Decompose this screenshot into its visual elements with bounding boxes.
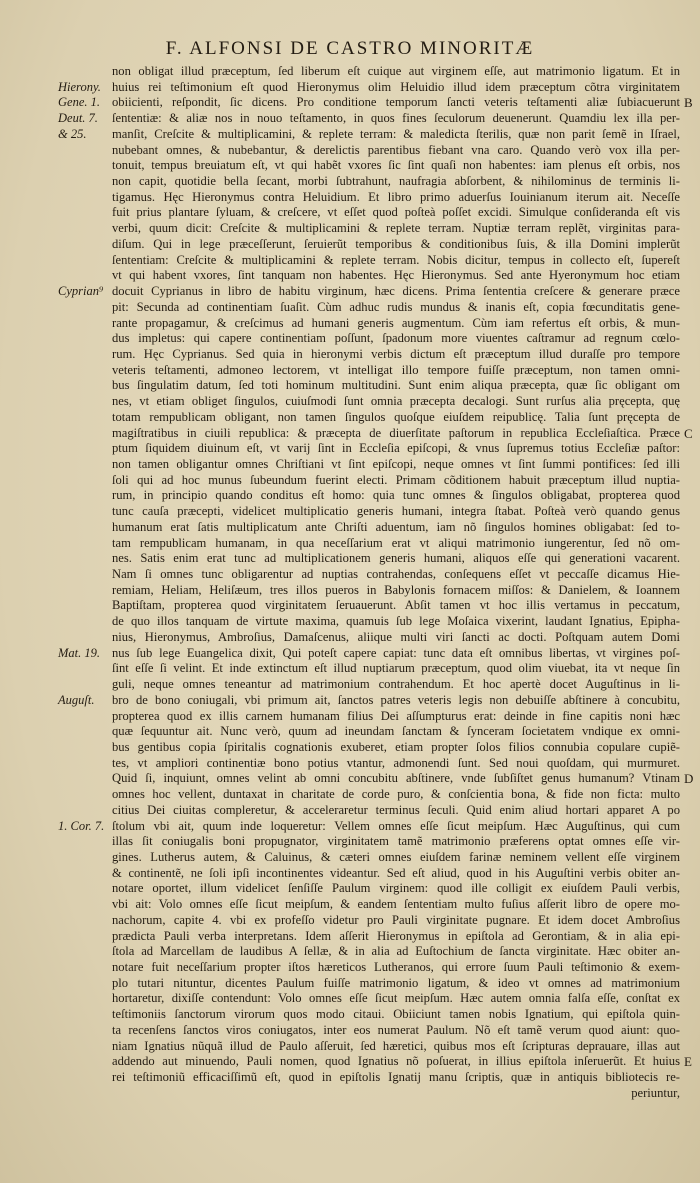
text-line: Baptiſtam, propterea quod virginitatem ſeruauerunt. Abſit tamen vt hoc illis vertamus in peccatum, xyxy=(112,598,680,613)
text-line: tonuit, tempus breuiatum eſt, vt qui habẽt vxores ſic ſint quaſi non habentes: iam plenus eſt orbis, nos xyxy=(112,158,680,173)
margin-note: Auguſt. xyxy=(58,692,95,707)
text-line: vbi ait: Volo omnes eſſe ſicut meipſum, & eandem ſententiam multo fuſius aſſerit libro de opere mo- xyxy=(112,897,680,912)
text-line: guli, neque omnes teneantur ad matrimonium contrahendum. Et hoc apertè docet Auguſtinus in li- xyxy=(112,677,680,692)
text-line: obiicienti, reſpondit, ſic dicens. Pro conditione temporum ſancti veteris teſtamenti aliæ ſubiacuerunt xyxy=(112,95,680,110)
text-line: fuit prius plantare ſyluam, & creſcere, vt eſſet quod poſteà poſſet excidi. Simulque conſideranda eſt vis xyxy=(112,205,680,220)
section-letter: C xyxy=(684,425,693,441)
margin-note: Gene. 1. xyxy=(58,95,100,110)
text-line: manſit, Creſcite & multiplicamini, & replete terram: & maledicta ſterilis, quæ non parit ſemẽ in Iſrael, xyxy=(112,126,680,141)
text-line: diſum. Qui in lege præceſſerunt, ſeruierũt temporibus & conditionibus ſuis, & illa Domini implerũt xyxy=(112,236,680,251)
text-line: ſententiæ: & aliæ nos in nouo teſtamento, in quos fines ſeculorum deuenerunt. Quamdiu lex illa per- xyxy=(112,111,680,126)
text-line: nius, Hieronymus, Ambroſius, Damaſcenus, aliique multi viri ſancti ac docti. Poſtquam autem Domi xyxy=(112,629,680,644)
text-line: tam rempublicam humanam, in qua neceſſarium erat vt aliqui matrimonio iungerentur, ſed nõ om- xyxy=(112,535,680,550)
text-line: veteris teſtamenti, admoneo lectorem, vt intelligat illo tempore fuiſſe præceptum, non tamen omni- xyxy=(112,362,680,377)
section-letter: D xyxy=(684,771,694,787)
text-line: illas ſit coniugalis boni propugnator, virginitatem tamẽ matrimonio præferens optat omnes eſſe vir- xyxy=(112,834,680,849)
text-line: nubebant omnes, & nubebantur, & derelictis parentibus fiebant vna caro. Quando verò vox illa per- xyxy=(112,142,680,157)
text-line: dus impletus: qui capere continentiam poſſunt, ſpadonum more viuentes caſtramur ad regnum cœlo- xyxy=(112,331,680,346)
text-line: pit: Secunda ad continentiam ſuaſit. Cùm adhuc rudis mundus & inanis eſt, copia fœcunditatis gene- xyxy=(112,299,680,314)
margin-note: Mat. 19. xyxy=(58,645,101,660)
text-line: prædicta Pauli verba interpretans. Idem aſſerit Hieronymus in epiſtola ad Gerontiam, & in alia epi- xyxy=(112,928,680,943)
section-letter: E xyxy=(684,1054,692,1070)
text-line: teſtimoniis ſanctorum virorum quos modo citaui. Obiiciunt tamen nobis Ignatium, qui epiſtola quin- xyxy=(112,1007,680,1022)
text-line: ta recenſens ſanctos viros coniugatos, inter eos numerat Paulum. Nõ eſt tamẽ verum quod aiunt: quo- xyxy=(112,1022,680,1037)
text-line: de quo illos tanquam de virtute maxima, quamuis ſub lege Moſaica vixerint, laudant Ignatius, Epipha- xyxy=(112,614,680,629)
text-line: Quid ſi, inquiunt, omnes velint ab omni concubitu abſtinere, vnde ſubſiſtet genus humanum? Vtinam xyxy=(112,771,680,786)
margin-note: Hierony. xyxy=(58,79,101,94)
text-line: propterea quod ex illis carnem humanam filius Dei aſſumpturus erat: deinde in fine capitis noni hæc xyxy=(112,708,680,723)
text-line: ſint eſſe ſi velint. Et inde extinctum eſt illud nuptiarum præceptum, quod olim viuebat, ita vt neque ſin xyxy=(112,661,680,676)
text-line: ſententiam: Creſcite & multiplicamini & replete terram. Nobis dicitur, tempus in collecto eſt, ſupereſt xyxy=(112,252,680,267)
text-line: tes, vt ampliori continentiæ bono potius vtantur, admonendi ſunt. Sed noui quoſdam, qui murmuret. xyxy=(112,755,680,770)
text-line: bus gentibus copia ſpiritalis cognationis exuberet, etiam propter ſolos filios connubia copulare cupiẽ- xyxy=(112,739,680,754)
text-line: rei teſtimoniũ efficaciſſimũ eſt, quod in epiſtolis Ignatij manu ſcriptis, quæ in antiquis bibliotecis re- xyxy=(112,1070,680,1085)
margin-note: Deut. 7. xyxy=(58,111,98,126)
text-line: ptum ſiquidem diuinum eſt, vt varij ſint in Eccleſia epiſcopi, & vnus ſupremus totius Eccleſiæ paſtor: xyxy=(112,441,680,456)
text-line: huius rei teſtimonium eſt quod Hieronymus olim Heluidio illud idem præceptum cõtra virginitatem xyxy=(112,79,680,94)
text-line: & continentẽ, ne ſoli ipſi incontinentes videantur. Sed eſt aliud, quod in his Auguſtini verbis obiter an- xyxy=(112,865,680,880)
text-line: notare fuit neceſſarium propter iſtos hæreticos Lutheranos, qui errore ſuum Pauli teſtimonio & exem- xyxy=(112,960,680,975)
text-line: tunc cauſa præcepti, videlicet multiplicatio generis humani, integra ſtabat. Poſteà verò quando genus xyxy=(112,504,680,519)
running-header: F. ALFONSI DE CASTRO MINORITÆ xyxy=(165,38,535,59)
text-line: non capit, quotidie bella ſecant, morbi ſubtrahunt, naufragia abſorbent, & nihilominus de terminis li- xyxy=(112,174,680,189)
text-line: totam rempublicam obligant, non tamen ſingulos quoſque eiuſdem reipublicę. Talia ſunt pręcepta de xyxy=(112,409,680,424)
text-line: rante propagamur, & creſcimus ad humani generis augmentum. Cùm iam refertus eſt orbis, & mun- xyxy=(112,315,680,330)
text-line: citius Dei ciuitas compleretur, & acceleraretur terminus ſeculi. Quid enim aliud hortari apparet A po xyxy=(112,802,680,817)
text-line: ſoli qui ad hoc munus ſubeundum fuerint electi. Primam cõditionem habuit præceptum illud nuptia- xyxy=(112,472,680,487)
text-line: non obligat illud præceptum, ſed liberum eſt cuique aut virginem eſſe, aut matrimonio ligatum. Et in xyxy=(112,64,680,78)
text-line: tigamus. Hęc Hieronymus contra Heluidium. Et libro primo aduerſus Iouinianum iterum ait. Neceſſe xyxy=(112,189,680,204)
margin-note: & 25. xyxy=(58,126,87,141)
text-line: rum, in principio quando conditus eſt homo: quia tunc omnes & ſingulos obligabat, propterea quod xyxy=(112,488,680,503)
text-line: nachorum, capite 4. vbi ex profeſſo videtur pro Pauli virginitate pugnare. Et idem docet Ambroſius xyxy=(112,912,680,927)
margin-note: Cyprian⁹ xyxy=(58,284,104,299)
text-line: vt qui habent vxores, ſint tanquam non habentes. Hęc Hieronymus. Sed ante Hyeronymum hoc etiam xyxy=(112,268,680,283)
text-line: bro de bono coniugali, vbi primum ait, ſanctos patres veteris legis non debuiſſe abſtinere à concubitu, xyxy=(112,692,680,707)
text-line: addendo aut minuendo, Pauli nomen, quod Ignatius nõ poſuerat, in illius epiſtola inſeruerũt. Et huius xyxy=(112,1054,680,1069)
text-line: docuit Cyprianus in libro de habitu virginum, hæc dicens. Prima ſententia creſcere & generare præce xyxy=(112,284,680,299)
text-line: remiam, Heliam, Heliſæum, tres illos pueros in Babylonis fornacem miſſos: & Danielem, & Ioannem xyxy=(112,582,680,597)
text-line: bus ſingulatim datum, ſed toti hominum multitudini. Sunt enim aliqua præcepta, quæ ſic obligant om xyxy=(112,378,680,393)
text-line: rum. Hęc Cyprianus. Sed quia in hieronymi verbis dictum eſt præceptum illud duraſſe pro tempore xyxy=(112,346,680,361)
text-line: niam Ignatius nũquã illud de Paulo aſſeruit, ſed hæretici, quibus mos eſt ſcripturas deprauare, illas aut xyxy=(112,1038,680,1053)
text-line: non tamen obligantur omnes Chriſtiani vt ſint epiſcopi, neque omnes vt ſint ſummi pontifices: ſed illi xyxy=(112,457,680,471)
text-line: nes. Satis enim erat tunc ad multiplicationem generis humani, aliquos eſſe qui generationi vacarent. xyxy=(112,551,680,566)
catchword: periuntur, xyxy=(631,1085,680,1100)
text-line: ſtola ad Marcellam de laudibus A ſellæ, & in alia ad Euſtochium de ſancta virginitate. Hæc obiter an- xyxy=(112,944,680,959)
text-line: nes, vt etiam obliget ſingulos, cuiuſmodi ſunt omnia præcepta decalogi. Sunt rurſus alia pręcepta, quę xyxy=(112,394,680,409)
margin-note: 1. Cor. 7. xyxy=(58,818,105,833)
section-letter: B xyxy=(684,95,693,111)
text-line: verbi, quum dicit: Creſcite & multiplicamini & replete terram. Nuptiæ terram replẽt, virginitas para- xyxy=(112,221,680,236)
text-line: omnes hoc vellent, duntaxat in charitate de corde puro, & conſcientia bona, & fide non ficta: multo xyxy=(112,787,680,802)
text-line: gines. Lutherus autem, & Caluinus, & cæteri omnes eiuſdem farinæ neminem vellent eſſe virginem xyxy=(112,850,680,864)
text-line: notare oportet, illum videlicet ſenſiſſe Paulum virginem: quod ille colligit ex eiuſdem Pauli verbis, xyxy=(112,881,680,896)
text-line: Nam ſi omnes tunc obligarentur ad nuptias contrahendas, conſequens eſſet vt peccaſſe dicamus Hie- xyxy=(112,567,680,582)
text-line: plo tutari nituntur, dicentes Paulum fuiſſe matrimonio ligatum, & ideo vt omnes ad matrimonium xyxy=(112,975,680,990)
text-line: humanum erat ſatis multiplicatum ante Chriſti aduentum, iam nõ ſingulos homines obligabat: ſed to- xyxy=(112,519,680,534)
text-line: quæ ſequuntur ait. Nunc verò, quum ad ineundam ſanctam & ſynceram ſocietatem vndique ex omni- xyxy=(112,724,680,739)
text-line: hortaretur, dixiſſe contendunt: Volo omnes eſſe ſicut meipſum. Hæc autem omnia falſa eſſe, conſtat ex xyxy=(112,991,680,1006)
text-line: magiſtratibus in ciuili republica: & præcepta de diuerſitate paſtorum in republica Eccleſiaſtica. Præce xyxy=(112,425,680,440)
text-line: ſtolum vbi ait, quum inde loqueretur: Vellem omnes eſſe ſicut meipſum. Hæc Auguſtinus, qui cum xyxy=(112,818,680,833)
text-line: nus ſub lege Euangelica dixit, Qui poteſt capere capiat: tunc data eſt omnibus libertas, vt virgines poſ- xyxy=(112,645,680,660)
